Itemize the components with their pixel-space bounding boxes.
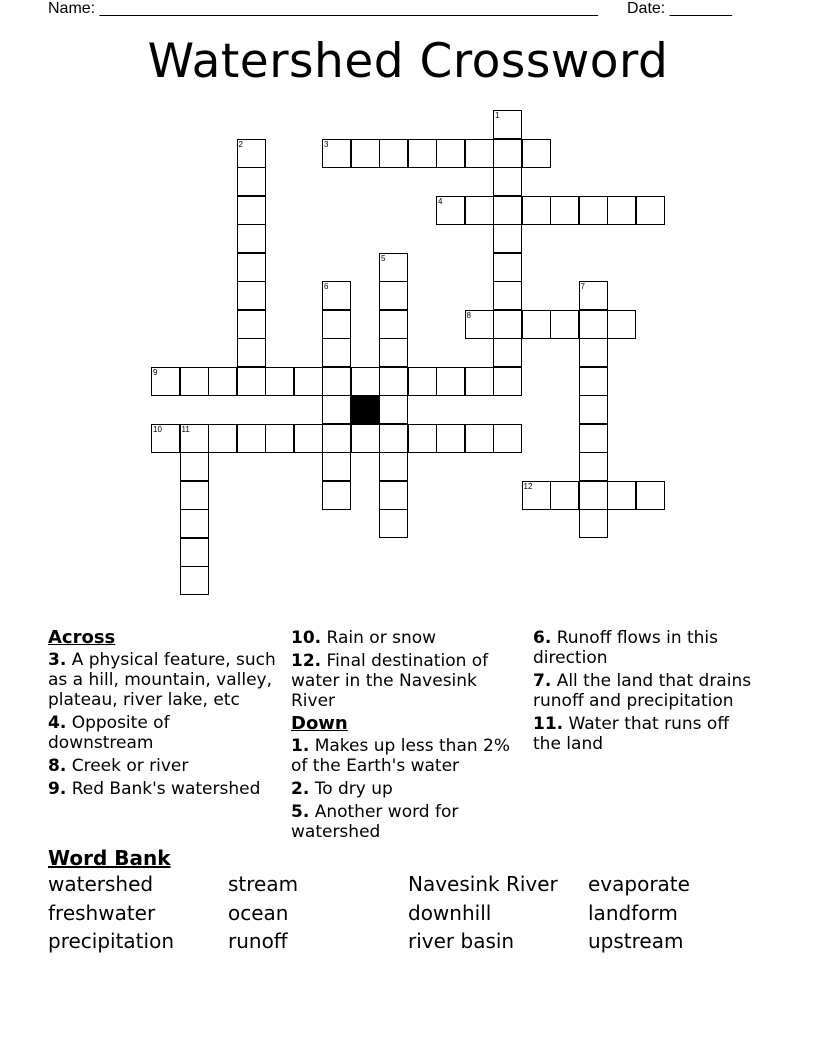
down-clue-list-2 (533, 628, 761, 754)
grid-cell[interactable] (579, 338, 608, 367)
grid-cell[interactable] (265, 367, 294, 396)
grid-cell[interactable] (465, 196, 494, 225)
clue-number: 1 (495, 111, 500, 120)
grid-cell[interactable] (522, 196, 551, 225)
grid-cell[interactable] (294, 424, 323, 453)
word-bank-item: Navesink River (408, 872, 558, 896)
grid-cell[interactable] (237, 281, 266, 310)
clue-text: A physical feature, such as a hill, mountain, valley, plateau, river lake, etc (48, 650, 276, 710)
grid-cell[interactable] (208, 424, 237, 453)
grid-cell[interactable] (465, 139, 494, 168)
grid-cell[interactable] (351, 424, 380, 453)
grid-cell[interactable] (579, 310, 608, 339)
clue-number: 5. (291, 802, 310, 822)
clue-number: 10. (291, 628, 322, 648)
clue-text: Another word for watershed (291, 802, 459, 842)
grid-cell[interactable] (379, 338, 408, 367)
grid-cell[interactable] (180, 481, 209, 510)
grid-cell[interactable] (379, 253, 408, 282)
grid-cell[interactable] (607, 481, 636, 510)
grid-cell[interactable] (322, 310, 351, 339)
across-clue-list-1 (48, 650, 276, 799)
word-bank-item: stream (228, 872, 299, 896)
clue-item (48, 756, 276, 776)
grid-cell[interactable] (550, 310, 579, 339)
clue-text: Runoff flows in this direction (533, 628, 719, 668)
word-bank-item: runoff (228, 929, 288, 953)
grid-cell[interactable] (265, 424, 294, 453)
grid-cell[interactable] (379, 424, 408, 453)
grid-cell[interactable] (379, 310, 408, 339)
clue-text: Creek or river (71, 756, 189, 776)
grid-cell[interactable] (493, 310, 522, 339)
grid-cell[interactable] (550, 196, 579, 225)
word-bank-title: Word Bank (48, 846, 171, 870)
word-bank-item: freshwater (48, 900, 156, 925)
grid-cell[interactable] (408, 367, 437, 396)
clue-text: Final destination of water in the Navesink River (291, 651, 489, 711)
clue-text: Rain or snow (326, 628, 437, 648)
grid-cell[interactable] (237, 167, 266, 196)
grid-cell[interactable] (408, 424, 437, 453)
grid-cell[interactable] (465, 310, 494, 339)
down-clue-list-1 (291, 736, 519, 842)
clue-number: 4 (438, 196, 443, 206)
clue-number: 3 (324, 139, 329, 149)
clue-number: 6. (533, 628, 552, 648)
grid-cell[interactable] (607, 310, 636, 339)
clue-number: 6 (324, 282, 329, 291)
word-bank-item: downhill (408, 900, 492, 925)
word-bank-item: evaporate (588, 872, 690, 896)
grid-cell[interactable] (322, 395, 351, 424)
grid-cell[interactable] (465, 424, 494, 453)
grid-cell[interactable] (180, 452, 209, 481)
clue-number: 11. (533, 714, 564, 734)
word-bank-item: upstream (588, 929, 684, 953)
across-heading: Across (48, 627, 116, 648)
grid-cell[interactable] (579, 395, 608, 424)
grid-cell[interactable] (322, 424, 351, 453)
grid-cell[interactable] (493, 139, 522, 168)
grid-cell[interactable] (493, 110, 522, 139)
grid-cell[interactable] (493, 338, 522, 367)
grid-cell[interactable] (351, 139, 380, 168)
grid-cell[interactable] (180, 424, 209, 453)
grid-cell[interactable] (208, 367, 237, 396)
clue-number: 9 (153, 367, 158, 377)
grid-cell[interactable] (180, 538, 209, 567)
grid-cell[interactable] (436, 196, 465, 225)
clue-number: 2 (238, 139, 243, 149)
clue-number: 4. (48, 713, 67, 733)
clue-item (48, 650, 276, 710)
clue-item (48, 779, 276, 799)
clue-item (291, 802, 519, 842)
grid-cell[interactable] (379, 481, 408, 510)
grid-cell[interactable] (636, 481, 665, 510)
clue-text: Water that runs off the land (533, 714, 730, 754)
grid-cell[interactable] (237, 310, 266, 339)
clue-number: 1. (291, 736, 310, 756)
clue-number: 3. (48, 650, 67, 670)
clues-column-2 (291, 628, 519, 845)
word-bank (48, 872, 768, 958)
grid-cell[interactable] (294, 367, 323, 396)
clue-number: 8 (466, 310, 471, 320)
grid-cell[interactable] (322, 281, 351, 310)
grid-cell[interactable] (579, 196, 608, 225)
grid-cell[interactable] (579, 452, 608, 481)
clue-item (291, 779, 519, 799)
clue-number: 2. (291, 779, 310, 799)
clue-number: 7 (580, 282, 585, 291)
across-clue-list-2 (291, 628, 519, 711)
clue-item (533, 628, 761, 668)
grid-cell[interactable] (180, 509, 209, 538)
grid-cell[interactable] (493, 224, 522, 253)
grid-cell[interactable] (493, 167, 522, 196)
grid-cell[interactable] (237, 196, 266, 225)
grid-cell[interactable] (237, 424, 266, 453)
word-bank-item: landform (588, 900, 678, 925)
clue-number: 5 (381, 253, 386, 263)
clue-item (533, 714, 761, 754)
clue-number: 9. (48, 779, 67, 799)
grid-cell[interactable] (436, 367, 465, 396)
grid-cell[interactable] (493, 253, 522, 282)
grid-cell[interactable] (408, 139, 437, 168)
clues-column-3 (533, 628, 761, 757)
grid-cell[interactable] (237, 253, 266, 282)
grid-cell[interactable] (636, 196, 665, 225)
grid-cell[interactable] (436, 424, 465, 453)
clues-column-1 (48, 628, 276, 802)
clue-text: Makes up less than 2% of the Earth's water (291, 736, 511, 776)
clue-text: All the land that drains runoff and precipitation (533, 671, 752, 711)
grid-cell[interactable] (379, 452, 408, 481)
grid-cell[interactable] (322, 139, 351, 168)
word-bank-item: watershed (48, 872, 154, 896)
word-bank-item: river basin (408, 929, 515, 953)
grid-cell[interactable] (465, 367, 494, 396)
clue-item (291, 628, 519, 648)
clue-number: 12 (523, 481, 533, 491)
clue-item (533, 671, 761, 711)
grid-cell[interactable] (322, 338, 351, 367)
grid-cell[interactable] (379, 139, 408, 168)
clue-item (291, 651, 519, 711)
grid-cell[interactable] (607, 196, 636, 225)
name-field-label[interactable]: Name: ________________________________________________________ (48, 0, 598, 17)
grid-cell[interactable] (550, 481, 579, 510)
grid-cell[interactable] (180, 566, 209, 595)
grid-cell[interactable] (493, 367, 522, 396)
clue-item (48, 713, 276, 753)
grid-cell[interactable] (493, 281, 522, 310)
grid-cell[interactable] (379, 281, 408, 310)
grid-cell[interactable] (151, 367, 180, 396)
grid-cell[interactable] (522, 481, 551, 510)
grid-cell[interactable] (237, 224, 266, 253)
grid-cell[interactable] (379, 395, 408, 424)
clue-number: 8. (48, 756, 67, 776)
date-field-label[interactable]: Date: _______ (627, 0, 732, 17)
clue-number: 7. (533, 671, 552, 691)
grid-cell[interactable] (379, 509, 408, 538)
grid-cell[interactable] (579, 424, 608, 453)
clue-text: Opposite of downstream (48, 713, 170, 753)
grid-cell[interactable] (351, 367, 380, 396)
grid-cell[interactable] (322, 367, 351, 396)
grid-cell[interactable] (579, 509, 608, 538)
clue-text: To dry up (314, 779, 393, 799)
page-title: Watershed Crossword (147, 34, 669, 89)
clue-number: 11 (181, 424, 190, 434)
grid-cell[interactable] (522, 310, 551, 339)
grid-cell[interactable] (237, 367, 266, 396)
grid-cell[interactable] (579, 367, 608, 396)
black-cell (351, 395, 380, 424)
grid-cell[interactable] (436, 139, 465, 168)
grid-cell[interactable] (237, 139, 266, 168)
down-heading: Down (291, 713, 348, 734)
grid-cell[interactable] (493, 196, 522, 225)
grid-cell[interactable] (151, 424, 180, 453)
grid-cell[interactable] (579, 481, 608, 510)
grid-cell[interactable] (493, 424, 522, 453)
grid-cell[interactable] (180, 367, 209, 396)
clue-item (291, 736, 519, 776)
clue-number: 10 (153, 424, 162, 434)
grid-cell[interactable] (379, 367, 408, 396)
grid-cell[interactable] (322, 452, 351, 481)
clue-text: Red Bank's watershed (71, 779, 261, 799)
grid-cell[interactable] (237, 338, 266, 367)
grid-cell[interactable] (579, 281, 608, 310)
grid-cell[interactable] (522, 139, 551, 168)
word-bank-item: precipitation (48, 929, 174, 953)
grid-cell[interactable] (322, 481, 351, 510)
word-bank-item: ocean (228, 900, 289, 925)
clue-number: 12. (291, 651, 322, 671)
